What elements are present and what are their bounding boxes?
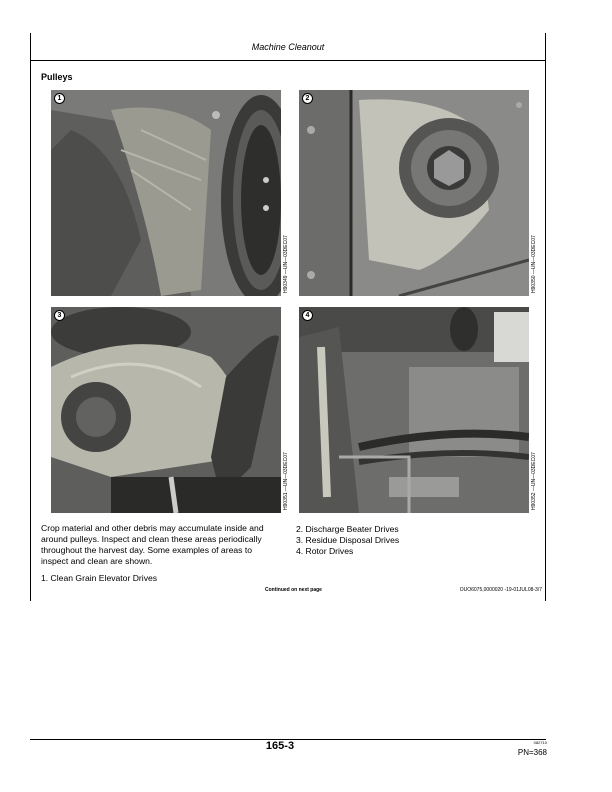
photo-4-code: H90352 —UN—03DEC07 (531, 452, 537, 510)
photo-rotor-drives (299, 307, 529, 513)
photo-4-image (299, 307, 529, 513)
section-title: Pulleys (41, 72, 73, 82)
header-title: Machine Cleanout (251, 42, 325, 52)
list-item: 3. Residue Disposal Drives (296, 535, 400, 545)
photo-1-number-badge: 1 (54, 93, 65, 104)
list-item: 2. Discharge Beater Drives (296, 524, 399, 534)
photo-3-number-badge: 3 (54, 310, 65, 321)
photo-2-code: H90350 —UN—03DEC07 (531, 235, 537, 293)
pn-number: PN=368 (517, 748, 547, 757)
page-number: 165-3 (265, 740, 295, 752)
callout-list (296, 524, 399, 557)
photo-1-image (51, 90, 281, 296)
photo-4-number-badge: 4 (302, 310, 313, 321)
photo-discharge-beater-drives (299, 90, 529, 296)
photo-3-code: H90351 —UN—03DEC07 (283, 452, 289, 510)
photo-residue-disposal-drives (51, 307, 281, 513)
continued-notice: Continued on next page (265, 587, 322, 593)
photo-clean-grain-elevator-drives (51, 90, 281, 296)
body-paragraph: Crop material and other debris may accumulate inside and around pulleys. Inspect and clean these areas periodically throughout the harvest day. Some examples of areas to inspect and clean are shown. (41, 523, 264, 566)
footer-code: 082710 (533, 740, 547, 745)
list-item: 1. Clean Grain Elevator Drives (41, 573, 158, 583)
photo-1-code: H90349 —UN—03DEC07 (283, 235, 289, 293)
photo-2-number-badge: 2 (302, 93, 313, 104)
photo-3-image (51, 307, 281, 513)
document-reference: OUO6075,0000020 -19-01JUL08-3/7 (459, 587, 542, 593)
list-item: 4. Rotor Drives (296, 546, 354, 556)
photo-2-image (299, 90, 529, 296)
